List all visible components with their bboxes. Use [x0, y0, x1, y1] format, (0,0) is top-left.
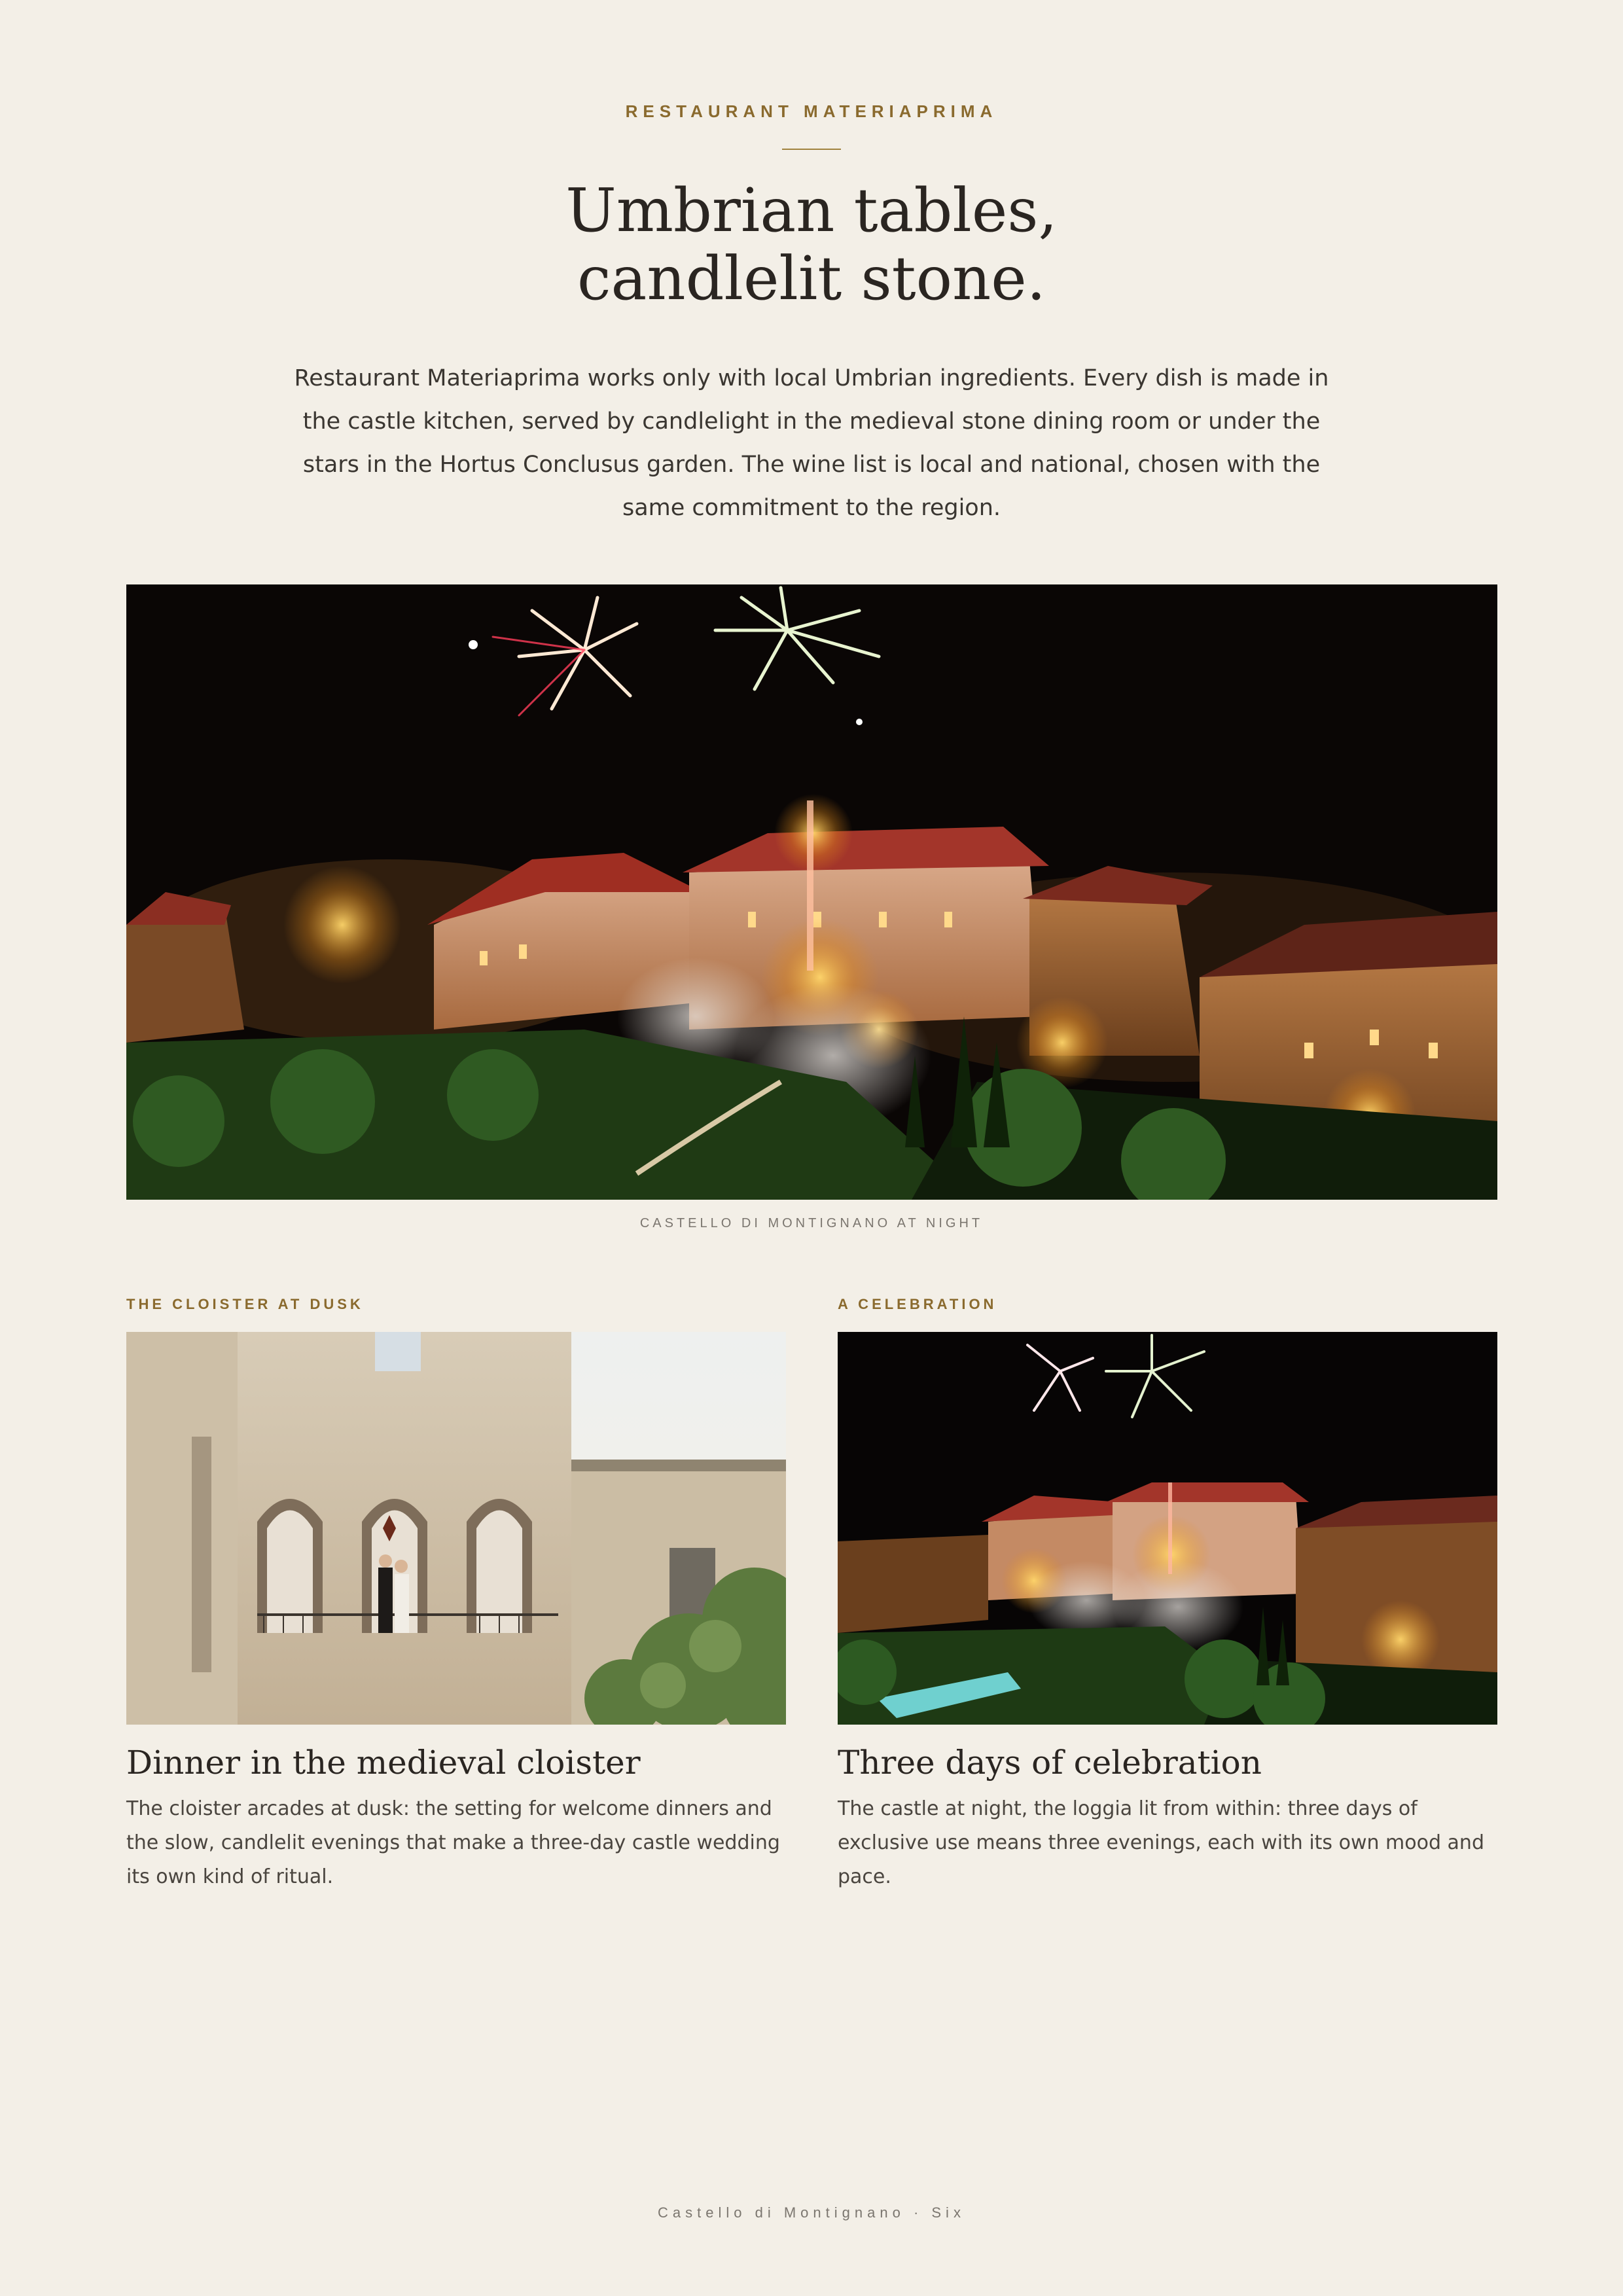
celebration-label: A CELEBRATION	[838, 1296, 997, 1312]
cloister-label: THE CLOISTER AT DUSK	[126, 1296, 364, 1312]
hero-photo	[126, 584, 1497, 1200]
cloister-photo	[126, 1332, 786, 1725]
section-eyebrow: RESTAURANT MATERIAPRIMA	[625, 101, 998, 121]
page-title-line-2: candlelit stone.	[577, 243, 1046, 314]
celebration-photo	[838, 1332, 1497, 1725]
celebration-title: Three days of celebration	[838, 1744, 1262, 1782]
intro-paragraph: Restaurant Materiaprima works only with local Umbrian ingredients. Every dish is made in the castle kitchen, served by candlelight in the medieval stone dining room or under the stars in the Hortus Conclusus garden. The wine list is local and national, chosen with the same commitment to the region.	[294, 365, 1329, 521]
castle-night-fireworks-image	[126, 584, 1497, 1200]
cloister-arcade-image	[126, 1332, 786, 1725]
page-title	[0, 177, 1623, 313]
celebration-text: The castle at night, the loggia lit from within: three days of exclusive use means three evenings, each with its own mood and pace.	[838, 1797, 1484, 1888]
castle-fireworks-image	[838, 1332, 1497, 1725]
page-footer: Castello di Montignano · Six	[658, 2204, 965, 2221]
cloister-title: Dinner in the medieval cloister	[126, 1744, 641, 1782]
eyebrow-divider	[782, 149, 841, 150]
page-title-line-1: Umbrian tables,	[565, 175, 1058, 245]
hero-caption: CASTELLO DI MONTIGNANO AT NIGHT	[639, 1216, 984, 1230]
cloister-text: The cloister arcades at dusk: the setting for welcome dinners and the slow, candlelit evenings that make a three-day castle wedding its own kind of ritual.	[126, 1797, 780, 1888]
